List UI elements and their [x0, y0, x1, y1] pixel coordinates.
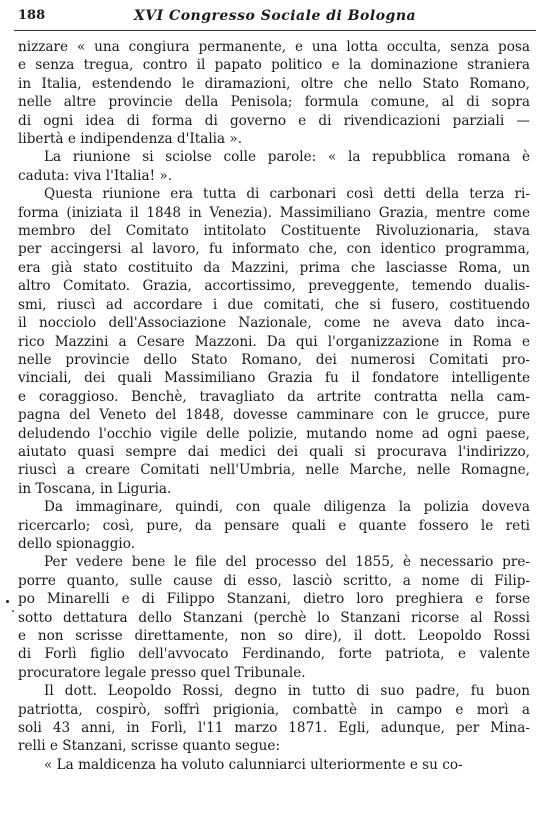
paragraph	[18, 148, 530, 185]
text-line: procuratore legale presso quel Tribunale.	[18, 664, 306, 681]
paragraph	[18, 553, 530, 682]
paragraph	[18, 185, 530, 498]
text-line: libertà e indipendenza d'Italia ».	[18, 131, 243, 148]
text-line: caduta: viva l'Italia! ».	[18, 167, 173, 184]
text-line: nizzare « una congiura permanente, e una lotta occulta, senza posa	[18, 39, 530, 55]
text-line: porre quanto, sulle cause di esso, lasciò scritto, a nome di Filip-	[18, 572, 530, 589]
text-line: dello spionaggio.	[18, 535, 136, 552]
paragraph	[18, 38, 530, 148]
paragraph	[18, 498, 530, 553]
text-line: soli 43 anni, in Forlì, l'11 marzo 1871. Egli, adunque, per Mina-	[18, 720, 530, 737]
text-line: pagna del Veneto del 1848, dovesse camminare con le grucce, pure	[18, 407, 530, 424]
text-line: membro del Comitato intitolato Costituente Rivoluzionaria, stava	[18, 223, 530, 240]
text-line: e non scrisse direttamente, non so dire), il dott. Leopoldo Rossi	[18, 628, 530, 644]
text-line: e senza tregua, contro il papato politico e la dominazione straniera	[18, 57, 530, 74]
text-line: nelle altre provincie della Penisola; formula comune, al di sopra	[18, 94, 530, 111]
text-line: nelle provincie dello Stato Romano, dei numerosi Comitati pro-	[18, 351, 530, 368]
page-number: 188	[18, 8, 46, 23]
text-line: in Italia, estendendo le diramazioni, oltre che nello Stato Romano,	[18, 75, 530, 92]
text-line: riuscì a creare Comitati nell'Umbria, nelle Marche, nelle Romagne,	[18, 462, 530, 479]
text-line: in Toscana, in Liguria.	[18, 480, 172, 497]
text-line: e coraggioso. Benchè, travagliato da artrite contratta nella cam-	[18, 388, 530, 405]
text-line: sotto dettatura dello Stanzani (perchè lo Stanzani ricorse al Rossi	[18, 609, 530, 626]
header-rule	[14, 30, 536, 31]
text-line: La riunione si sciolse colle parole: « la repubblica romana è	[44, 149, 530, 166]
text-line: forma (iniziata il 1848 in Venezia). Massimiliano Grazia, mentre come	[18, 204, 530, 221]
text-line: Per vedere bene le file del processo del 1855, è necessario pre-	[44, 554, 530, 571]
text-line: Da immaginare, quindi, con quale diligenza la polizia doveva	[44, 499, 530, 516]
text-line: Questa riunione era tutta di carbonari così detti della terza ri-	[44, 186, 530, 203]
text-line: vinciali, dei quali Massimiliano Grazia fu il fondatore intelligente	[18, 370, 530, 387]
text-line: altro Comitato. Grazia, accortissimo, preveggente, temendo dualis-	[18, 278, 530, 295]
paragraph	[18, 682, 530, 756]
body-text	[18, 38, 530, 774]
text-line: per accingersi al lavoro, fu informato che, con identico programma,	[18, 241, 530, 258]
running-title: XVI Congresso Sociale di Bologna	[133, 8, 417, 24]
text-line: Il dott. Leopoldo Rossi, degno in tutto di suo padre, fu buon	[44, 683, 530, 700]
paragraph	[18, 756, 530, 774]
text-line: relli e Stanzani, scrisse quanto segue:	[18, 738, 281, 755]
text-line: di Forlì figlio dell'avvocato Ferdinando, forte patriota, e valente	[18, 646, 530, 663]
text-line: ricercarlo; così, pure, da pensare quali e quante fossero le reti	[18, 517, 530, 534]
page-header	[16, 8, 534, 32]
text-line: era già stato costituito da Mazzini, prima che lasciasse Roma, un	[18, 259, 530, 276]
margin-mark	[12, 610, 14, 612]
text-line: patriotta, cospirò, soffrì prigionia, combattè in campo e morì a	[18, 701, 530, 718]
text-line: deludendo l'occhio vigile delle polizie, mutando nome ad ogni paese,	[18, 425, 530, 442]
text-line: « La maldicenza ha voluto calunniarci ulteriormente e su co-	[44, 756, 463, 773]
text-line: smi, riuscì ad accordare i due comitati, che si fusero, costituendo	[18, 296, 530, 313]
text-line: aiutato quasi sempre dai medici dei quali si procurava l'indirizzo,	[18, 443, 530, 460]
text-line: di ogni idea di forma di governo e di rivendicazioni parziali —	[18, 112, 530, 129]
margin-mark	[6, 600, 9, 603]
text-line: il nocciolo dell'Associazione Nazionale, come ne aveva dato inca-	[18, 315, 530, 332]
text-line: po Minarelli e di Filippo Stanzani, dietro loro preghiera e forse	[18, 591, 530, 608]
text-line: rico Mazzini a Cesare Mazzoni. Da qui l'organizzazione in Roma e	[18, 333, 530, 350]
